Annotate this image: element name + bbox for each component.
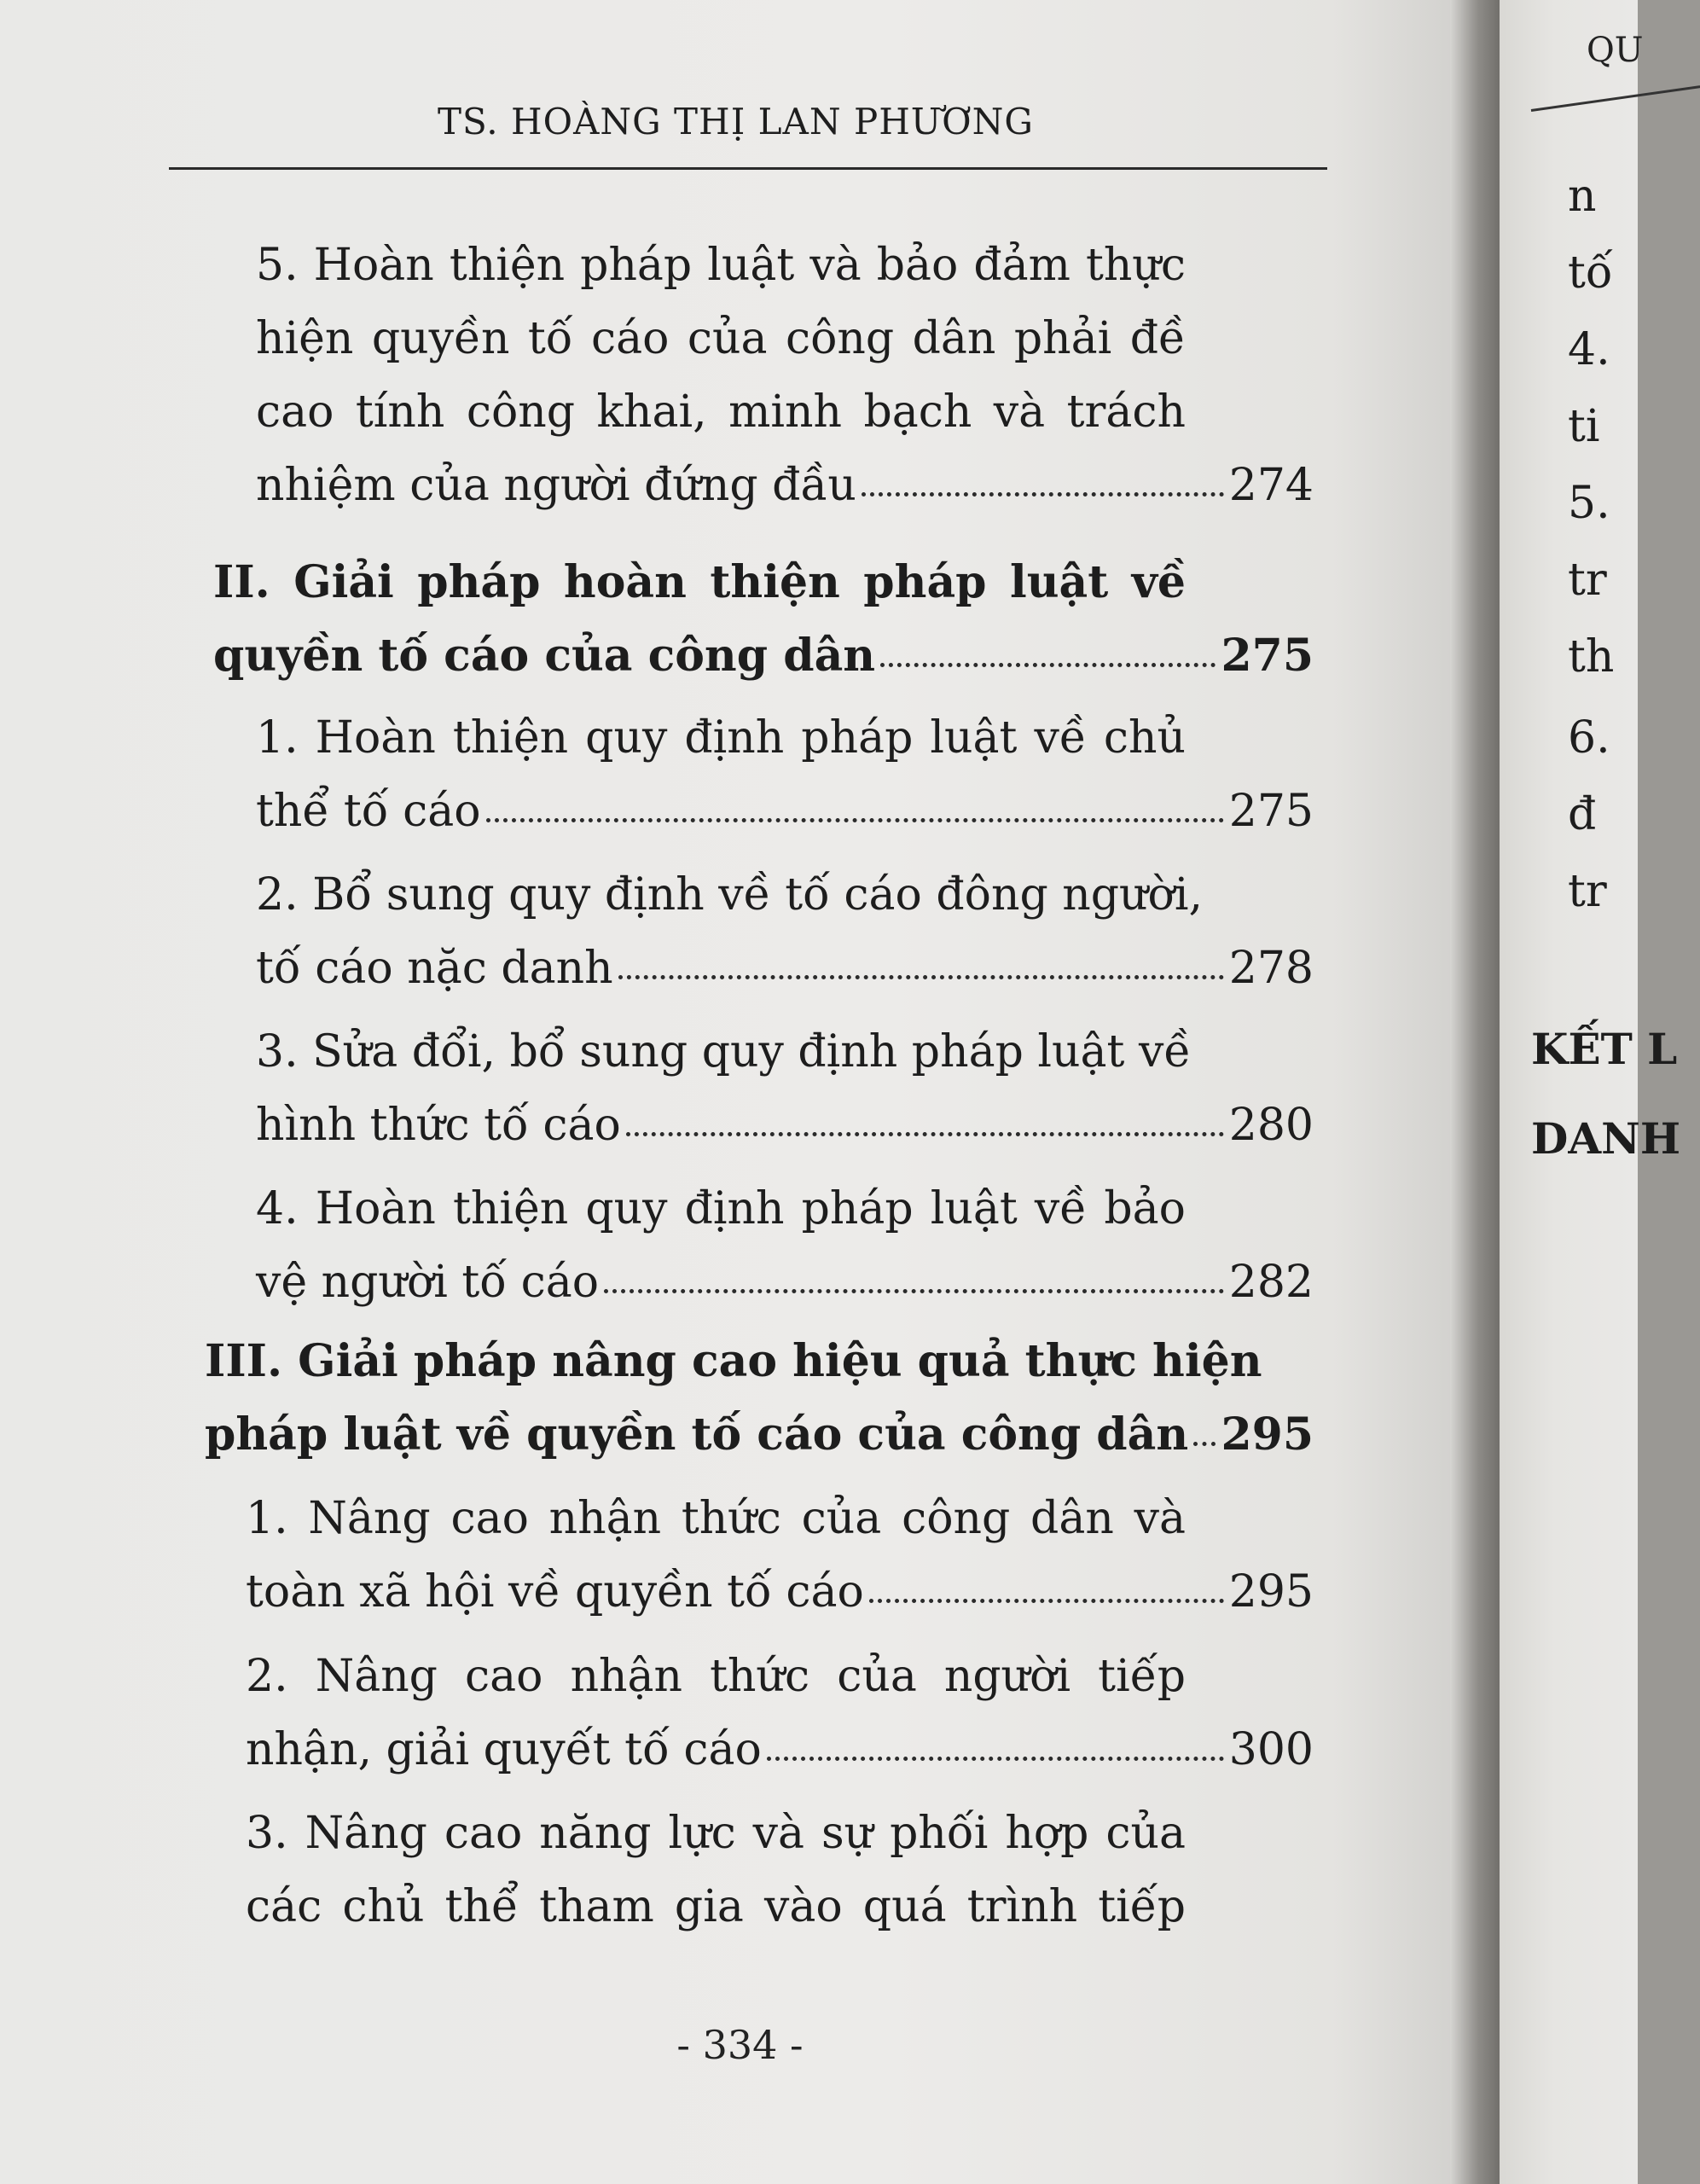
toc-title-end: pháp luật về quyền tố cáo của công dân bbox=[205, 1409, 1189, 1461]
toc-title-end: nhiệm của người đứng đầu bbox=[256, 460, 856, 511]
toc-subsection bbox=[256, 229, 1314, 522]
toc-page-number: 275 bbox=[1228, 786, 1314, 837]
header-author: TS. HOÀNG THỊ LAN PHƯƠNG bbox=[438, 101, 1034, 142]
toc-page-number: 275 bbox=[1221, 630, 1314, 682]
right-page-header: QU bbox=[1587, 31, 1644, 70]
toc-page-number: 295 bbox=[1228, 1566, 1314, 1618]
right-page-line: n bbox=[1568, 171, 1597, 222]
right-page-line: tr bbox=[1568, 555, 1607, 606]
toc-subsection bbox=[246, 1640, 1314, 1786]
right-page-line: đ bbox=[1568, 789, 1597, 840]
toc-line: 2. Bổ sung quy định về tố cáo đông người, bbox=[256, 869, 1204, 921]
toc-leader-dots bbox=[767, 1757, 1224, 1761]
toc-last-line bbox=[256, 1246, 1314, 1319]
toc-page-number: 278 bbox=[1228, 943, 1314, 994]
toc-page-number: 295 bbox=[1221, 1409, 1314, 1461]
toc-section bbox=[213, 546, 1314, 693]
toc-leader-dots bbox=[862, 492, 1224, 497]
right-page-line: tố bbox=[1568, 247, 1613, 299]
toc-line: hiện quyền tố cáo của công dân phải đề bbox=[256, 313, 1186, 364]
toc-leader-dots bbox=[604, 1289, 1224, 1293]
toc-last-line bbox=[256, 775, 1314, 848]
toc-line: 1. Nâng cao nhận thức của công dân và bbox=[246, 1493, 1186, 1544]
right-page-heading: DANH bbox=[1531, 1113, 1681, 1164]
toc-title-end: thể tố cáo bbox=[256, 786, 481, 837]
toc-leader-dots bbox=[880, 663, 1216, 667]
toc-last-line bbox=[256, 1089, 1314, 1162]
toc-line: cao tính công khai, minh bạch và trách bbox=[256, 386, 1186, 438]
toc-line: 3. Sửa đổi, bổ sung quy định pháp luật về bbox=[256, 1026, 1192, 1077]
toc-last-line bbox=[246, 1555, 1314, 1629]
toc-last-line bbox=[213, 619, 1314, 693]
toc-leader-dots bbox=[486, 818, 1224, 822]
toc-last-line bbox=[256, 449, 1314, 522]
toc-subsection bbox=[246, 1482, 1314, 1629]
toc-title-end: quyền tố cáo của công dân bbox=[213, 630, 876, 682]
toc-title-end: toàn xã hội về quyền tố cáo bbox=[246, 1566, 864, 1618]
toc-line: III. Giải pháp nâng cao hiệu quả thực hiện bbox=[205, 1335, 1262, 1387]
toc-line: 3. Nâng cao năng lực và sự phối hợp của bbox=[246, 1808, 1186, 1859]
toc-subsection bbox=[246, 1797, 1186, 1943]
toc-subsection bbox=[256, 1015, 1314, 1162]
toc-line: các chủ thể tham gia vào quá trình tiếp bbox=[246, 1881, 1186, 1932]
toc-line: II. Giải pháp hoàn thiện pháp luật về bbox=[213, 556, 1186, 608]
right-page-line: tr bbox=[1568, 866, 1607, 917]
toc-leader-dots bbox=[869, 1599, 1224, 1603]
toc-subsection bbox=[256, 701, 1314, 848]
toc-title-end: hình thức tố cáo bbox=[256, 1100, 621, 1151]
toc-title-end: vệ người tố cáo bbox=[256, 1257, 600, 1308]
toc-line: 2. Nâng cao nhận thức của người tiếp bbox=[246, 1651, 1186, 1702]
toc-line: 1. Hoàn thiện quy định pháp luật về chủ bbox=[256, 712, 1186, 764]
toc-last-line bbox=[205, 1398, 1314, 1472]
toc-last-line bbox=[256, 932, 1314, 1005]
toc-section bbox=[205, 1325, 1314, 1472]
toc-title-end: tố cáo nặc danh bbox=[256, 943, 613, 994]
toc-subsection bbox=[256, 1172, 1314, 1319]
toc-leader-dots bbox=[1193, 1442, 1216, 1446]
book-gutter bbox=[1450, 0, 1501, 2184]
right-page-line: ti bbox=[1568, 401, 1600, 452]
toc-subsection bbox=[256, 858, 1314, 1005]
toc-leader-dots bbox=[626, 1132, 1224, 1136]
toc-line: 5. Hoàn thiện pháp luật và bảo đảm thực bbox=[256, 240, 1186, 291]
right-page-line: 5. bbox=[1568, 478, 1610, 529]
right-page-line: 4. bbox=[1568, 324, 1610, 375]
toc-leader-dots bbox=[618, 975, 1224, 979]
right-page-line: th bbox=[1568, 631, 1615, 682]
toc-page-number: 274 bbox=[1228, 460, 1314, 511]
toc-page-number: 280 bbox=[1228, 1100, 1314, 1151]
toc-page-number: 300 bbox=[1228, 1724, 1314, 1775]
page-number: - 334 - bbox=[676, 2022, 804, 2068]
toc-title-end: nhận, giải quyết tố cáo bbox=[246, 1724, 762, 1775]
right-page-line: 6. bbox=[1568, 712, 1610, 764]
right-page-heading: KẾT L bbox=[1531, 1024, 1678, 1074]
toc-line: 4. Hoàn thiện quy định pháp luật về bảo bbox=[256, 1183, 1186, 1234]
toc-last-line bbox=[246, 1713, 1314, 1786]
toc-page-number: 282 bbox=[1228, 1257, 1314, 1308]
